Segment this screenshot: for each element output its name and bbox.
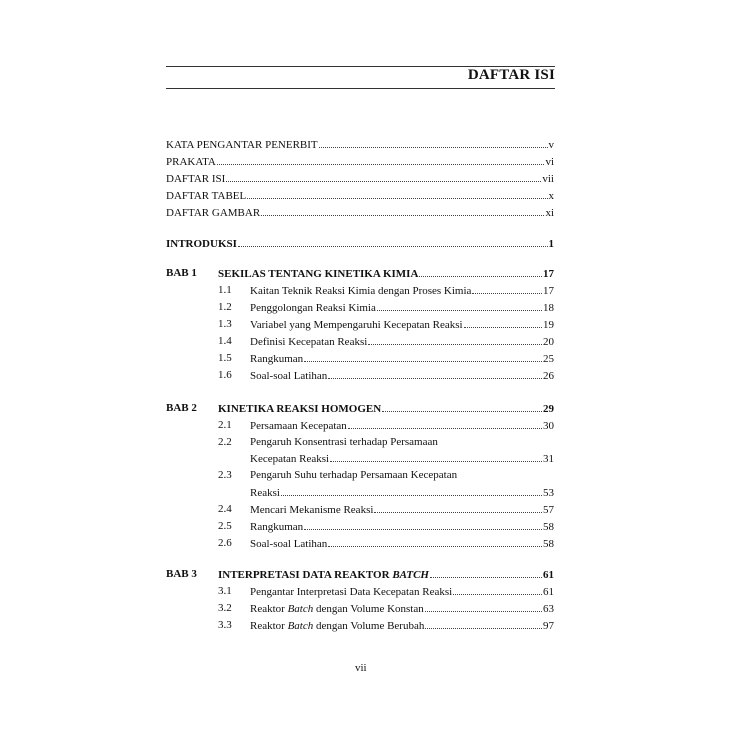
toc-section-entry [250,585,554,599]
toc-section-entry [250,284,554,298]
dot-leader [304,352,542,362]
page-title: DAFTAR ISI [467,67,555,83]
entry-page: 17 [543,285,554,297]
entry-label: PRAKATA [166,156,216,168]
dot-leader [330,452,542,462]
toc-section-entry [250,369,554,383]
dot-leader [453,585,542,595]
toc-chapter-entry [218,402,554,416]
entry-page: 58 [543,538,554,550]
section-title: Pengantar Interpretasi Data Kecepatan Reaksi [250,586,453,598]
dot-leader [425,619,542,629]
dot-leader [348,419,542,429]
dot-leader [261,206,544,216]
section-title-part: Reaktor [250,620,288,632]
dot-leader [377,301,542,311]
section-number: 3.1 [218,585,232,597]
section-title-wrap [250,603,424,616]
dot-leader [319,138,548,148]
section-title-line1: Pengaruh Konsentrasi terhadap Persamaan [250,436,438,448]
entry-page: 1 [548,238,554,250]
chapter-number: BAB 2 [166,402,197,414]
entry-page: 58 [543,521,554,533]
entry-page: x [548,190,554,202]
toc-section-entry [250,352,554,366]
chapter-title-wrap [218,569,429,582]
header-rule-bottom [166,88,555,89]
chapter-title: INTERPRETASI DATA REAKTOR [218,569,390,581]
entry-page: 19 [543,319,554,331]
entry-label: INTRODUKSI [166,238,237,250]
entry-label: KATA PENGANTAR PENERBIT [166,139,318,151]
section-title: Kaitan Teknik Reaksi Kimia dengan Proses Kimia [250,285,472,297]
section-title: Persamaan Kecepatan [250,420,347,432]
section-title: Rangkuman [250,353,304,365]
dot-leader [464,318,542,328]
section-number: 1.6 [218,369,232,381]
toc-entry [166,155,554,169]
dot-leader [281,486,542,496]
entry-page: 53 [543,487,554,499]
toc-section-entry [250,619,554,633]
toc-section-entry [250,602,554,616]
dot-leader [328,369,542,379]
section-number: 1.2 [218,301,232,313]
section-title: Rangkuman [250,521,304,533]
entry-page: vii [542,173,554,185]
section-title-part: dengan Volume Konstan [313,603,424,615]
section-number: 1.1 [218,284,232,296]
toc-section-entry [250,452,554,466]
entry-page: v [548,139,554,151]
toc-section-entry [250,301,554,315]
chapter-number: BAB 1 [166,267,197,279]
section-number: 2.6 [218,537,232,549]
section-title: Variabel yang Mempengaruhi Kecepatan Reaksi [250,319,463,331]
entry-page: 97 [543,620,554,632]
dot-leader [217,155,545,165]
section-title: Definisi Kecepatan Reaksi [250,336,368,348]
section-number: 1.5 [218,352,232,364]
toc-intro-entry [166,237,554,251]
entry-page: xi [545,207,554,219]
entry-page: 17 [543,268,554,280]
dot-leader [226,172,541,182]
entry-page: 61 [543,586,554,598]
toc-chapter-entry [218,568,554,582]
toc-section-entry [250,335,554,349]
dot-leader [419,267,542,277]
chapter-title: KINETIKA REAKSI HOMOGEN [218,403,382,415]
section-number: 1.4 [218,335,232,347]
toc-section-entry [250,486,554,500]
entry-page: 61 [543,569,554,581]
chapter-title: SEKILAS TENTANG KINETIKA KIMIA [218,268,419,280]
entry-page: 26 [543,370,554,382]
entry-page: 63 [543,603,554,615]
entry-label: DAFTAR ISI [166,173,226,185]
dot-leader [238,237,548,247]
dot-leader [368,335,542,345]
section-title: Soal-soal Latihan [250,370,328,382]
dot-leader [374,503,542,513]
entry-page: 30 [543,420,554,432]
section-title: Kecepatan Reaksi [250,453,330,465]
section-title: Soal-soal Latihan [250,538,328,550]
toc-entry [166,138,554,152]
section-title: Mencari Mekanisme Reaksi [250,504,374,516]
section-title-italic: Batch [287,620,314,632]
toc-entry [166,206,554,220]
toc-section-entry [250,318,554,332]
entry-page: 25 [543,353,554,365]
toc-section-entry [250,419,554,433]
dot-leader [425,602,542,612]
section-title-part: Reaktor [250,603,288,615]
entry-page: 20 [543,336,554,348]
section-title-wrap [250,620,424,633]
section-number: 2.2 [218,436,232,448]
chapter-title-italic: BATCH [392,569,429,581]
toc-section-entry [250,520,554,534]
section-title: Reaksi [250,487,280,499]
entry-page: vi [545,156,554,168]
chapter-number: BAB 3 [166,568,197,580]
toc-section-entry [250,537,554,551]
toc-chapter-entry [218,267,554,281]
entry-page: 57 [543,504,554,516]
section-title-part: dengan Volume Berubah [313,620,425,632]
dot-leader [304,520,542,530]
section-number: 2.4 [218,503,232,515]
entry-page: 31 [543,453,554,465]
section-title-italic: Batch [287,603,314,615]
section-number: 2.3 [218,469,232,481]
entry-label: DAFTAR GAMBAR [166,207,261,219]
section-number: 3.3 [218,619,232,631]
section-title-line1: Pengaruh Suhu terhadap Persamaan Kecepatan [250,469,458,481]
dot-leader [328,537,542,547]
toc-entry [166,172,554,186]
section-title: Penggolongan Reaksi Kimia [250,302,376,314]
dot-leader [472,284,542,294]
section-number: 1.3 [218,318,232,330]
dot-leader [430,568,542,578]
section-number: 2.1 [218,419,232,431]
toc-entry [166,189,554,203]
section-number: 3.2 [218,602,232,614]
entry-page: 29 [543,403,554,415]
section-number: 2.5 [218,520,232,532]
entry-label: DAFTAR TABEL [166,190,247,202]
dot-leader [382,402,542,412]
page-number-footer: vii [355,662,367,674]
toc-section-entry [250,503,554,517]
entry-page: 18 [543,302,554,314]
dot-leader [247,189,547,199]
